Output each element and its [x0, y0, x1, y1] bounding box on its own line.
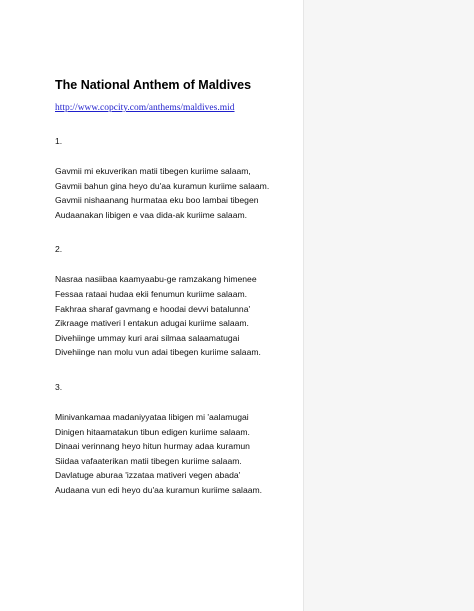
verse-line: Gavmii bahun gina heyo du'aa kuramun kuriime salaam. — [55, 180, 270, 191]
verse-line: Divehiinge nan molu vun adai tibegen kuriime salaam. — [55, 347, 261, 358]
verse-line: Fessaa rataai hudaa ekii fenumun kuriime salaam. — [55, 288, 248, 299]
verse-number: 2. — [55, 244, 63, 255]
document-content — [55, 77, 300, 498]
verse-line: Siidaa vafaaterikan matii tibegen kuriime salaam. — [55, 455, 242, 466]
verse-line: Audaanakan libigen e vaa dida-ak kuriime salaam. — [55, 209, 248, 220]
page-margin-strip — [303, 0, 474, 611]
verse-line: Zikraage mativeri l entakun adugai kuriime salaam. — [55, 318, 249, 329]
verse-number: 1. — [55, 136, 63, 146]
source-link[interactable]: http://www.copcity.com/anthems/maldives.mid — [55, 103, 235, 113]
verse-line: Minivankamaa madaniyyataa libigen mi 'aalamugai — [55, 411, 249, 422]
verse-line: Audaana vun edi heyo du'aa kuramun kuriime salaam. — [55, 484, 263, 495]
verse-line: Gavmii mi ekuverikan matii tibegen kuriime salaam, — [55, 166, 251, 176]
verse-line: Dinigen hitaamatakun tibun edigen kuriime salaam. — [55, 426, 250, 437]
verse-number: 3. — [55, 381, 63, 392]
verse-3 — [55, 382, 300, 498]
page-title: The National Anthem of Maldives — [55, 78, 252, 92]
verse-2 — [55, 244, 300, 360]
verse-1 — [55, 136, 300, 222]
verse-line: Fakhraa sharaf gavmang e hoodai devvi batalunna' — [55, 303, 251, 314]
verse-line: Nasraa nasiibaa kaamyaabu-ge ramzakang himenee — [55, 274, 257, 285]
verse-line: Davlatuge aburaa 'izzataa mativeri vegen abada' — [55, 470, 241, 481]
verse-line: Divehiinge ummay kuri arai silmaa salaamatugai — [55, 332, 240, 343]
verse-line: Gavmii nishaanang hurmataa eku boo lambai tibegen — [55, 195, 259, 206]
verse-line: Dinaai verinnang heyo hitun hurmay adaa kuramun — [55, 441, 250, 452]
